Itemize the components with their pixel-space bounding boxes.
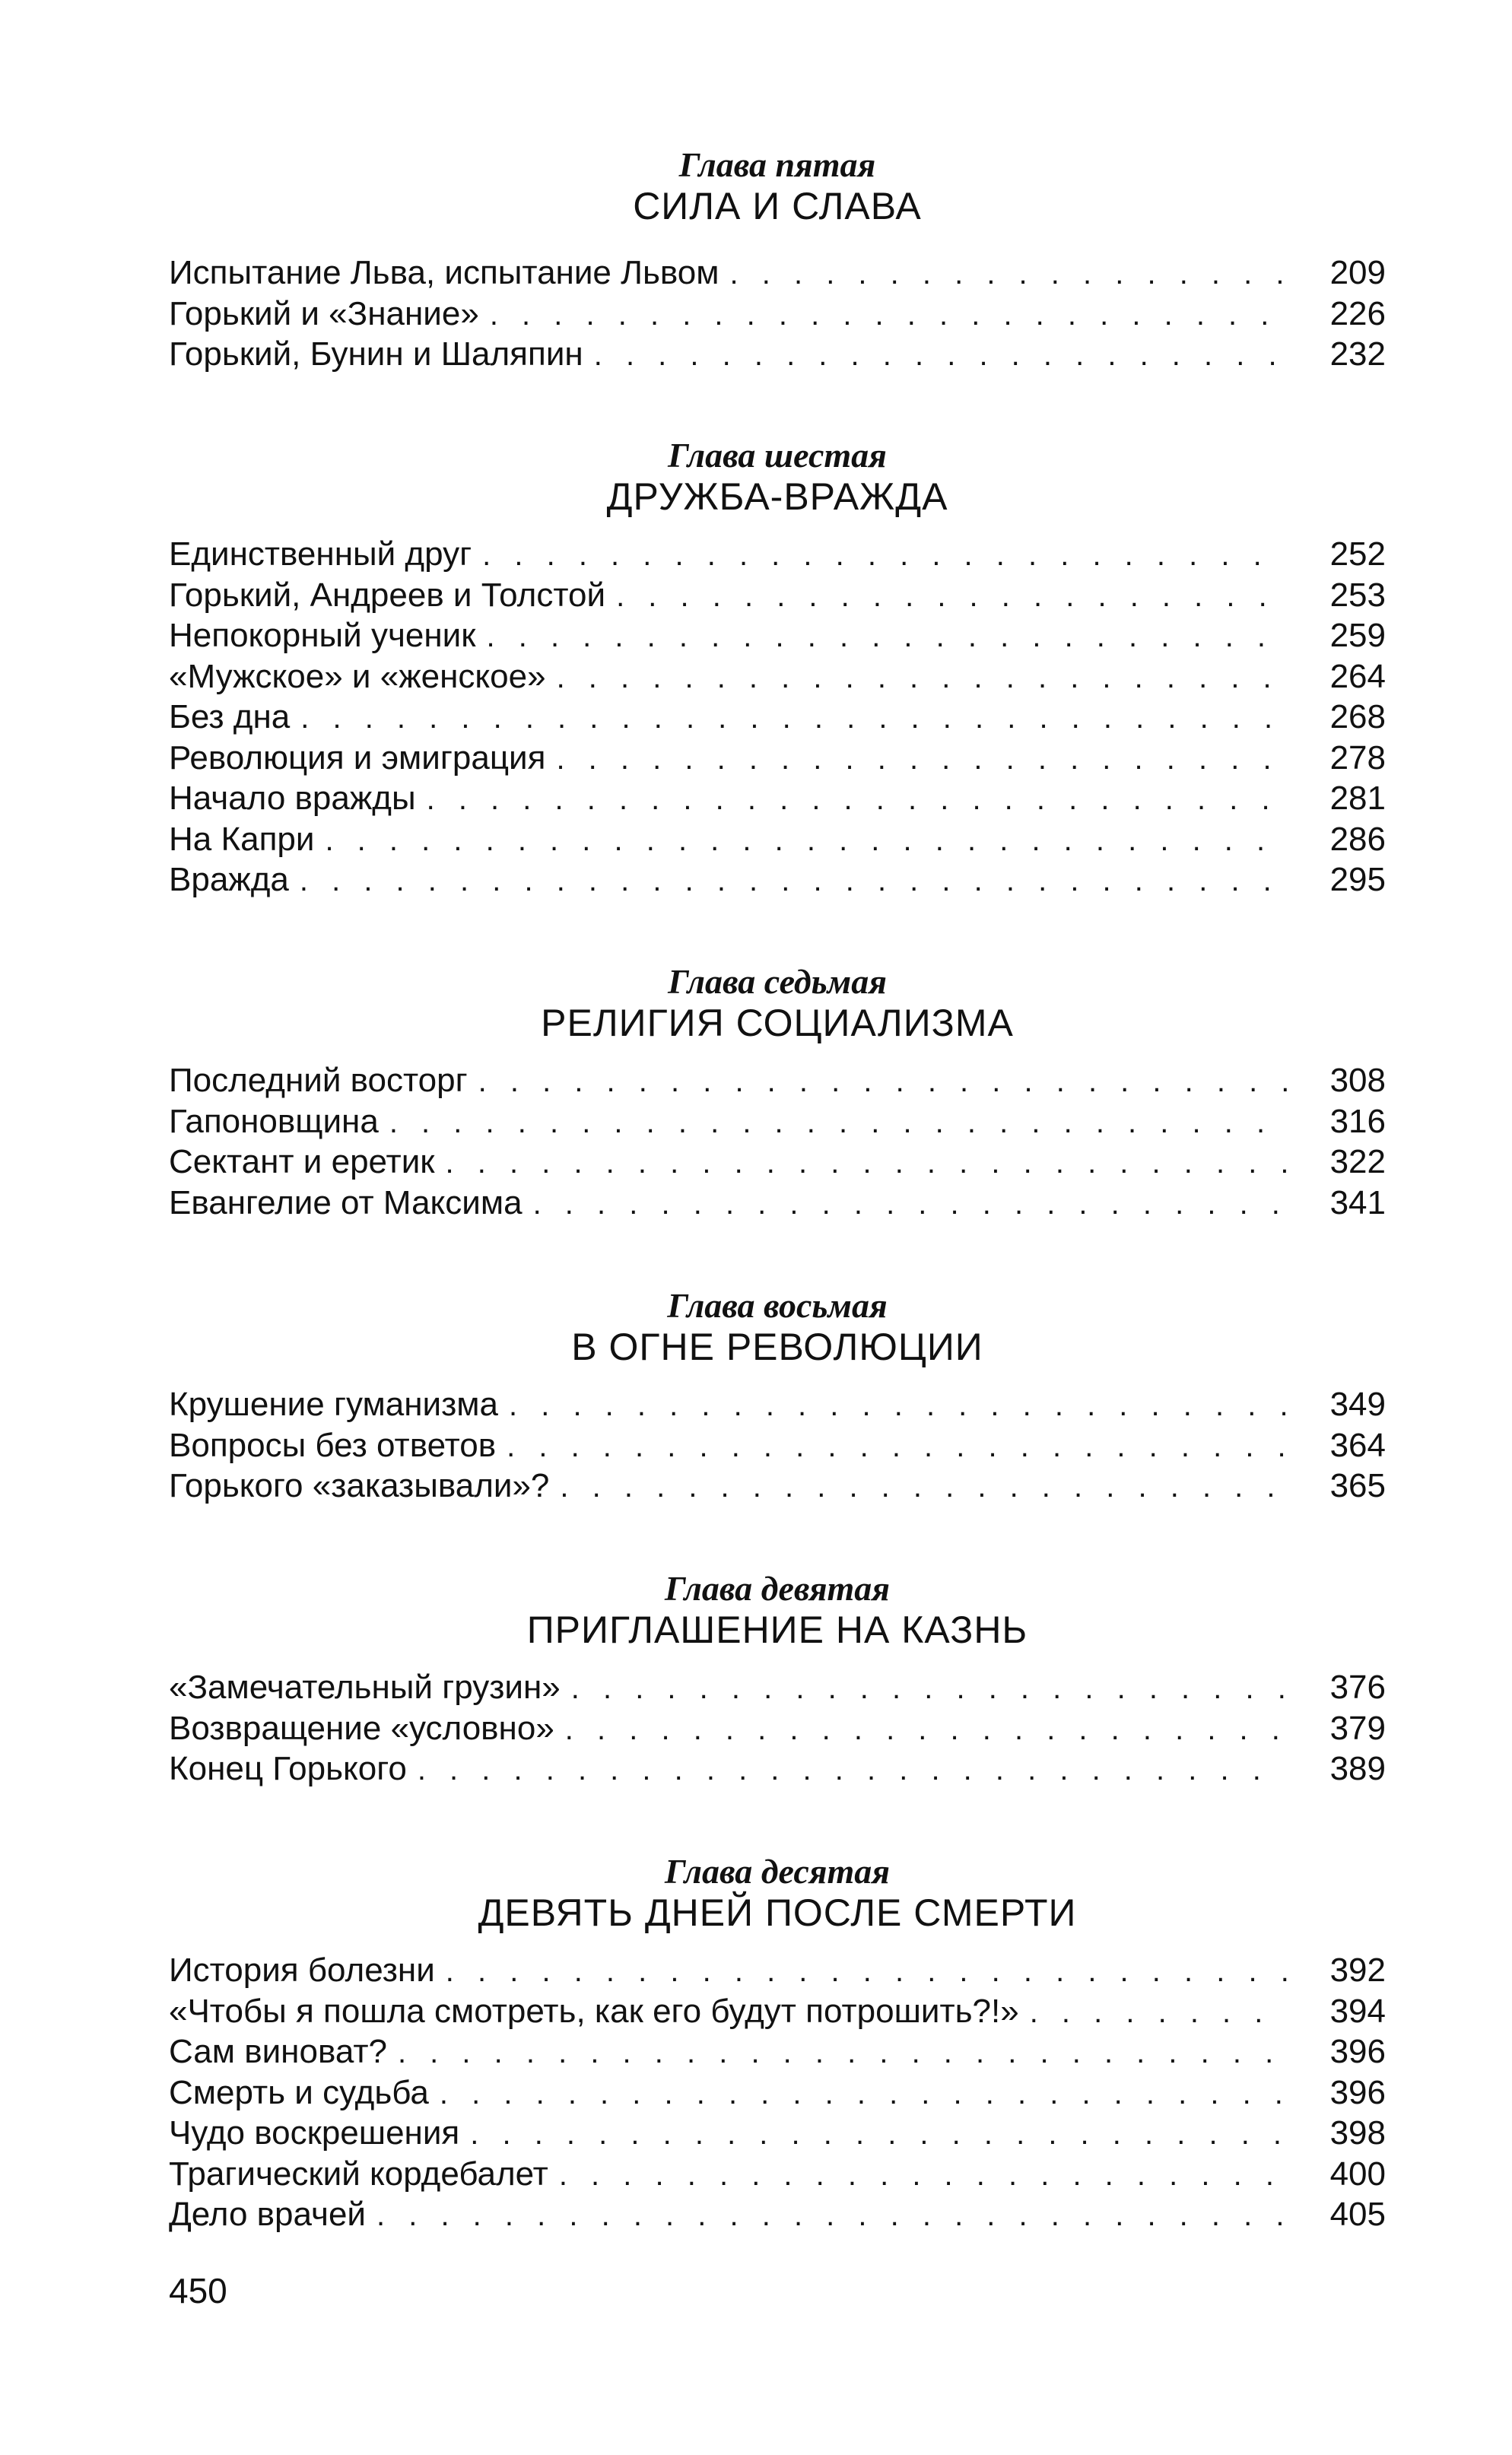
toc-entry xyxy=(169,575,1386,616)
leader-dots xyxy=(427,780,1287,821)
entry-title: Последний восторг xyxy=(169,1062,468,1099)
entry-list xyxy=(169,1060,1386,1223)
leader-dots xyxy=(730,254,1287,295)
toc-entry xyxy=(169,2031,1386,2072)
entry-page: 389 xyxy=(1329,1750,1386,1787)
toc-entry xyxy=(169,2113,1386,2154)
entry-title: Без дна xyxy=(169,698,291,735)
entry-title: Горький и «Знание» xyxy=(169,294,479,332)
chapter-section xyxy=(169,437,1386,519)
entry-page: 286 xyxy=(1329,820,1386,858)
entry-list xyxy=(169,1384,1386,1507)
toc-entry xyxy=(169,697,1386,738)
chapter-label: Глава шестая xyxy=(668,436,887,475)
toc-entry xyxy=(169,1466,1386,1507)
chapter-title: ДЕВЯТЬ ДНЕЙ ПОСЛЕ СМЕРТИ xyxy=(478,1891,1077,1934)
entry-title: «Замечательный грузин» xyxy=(169,1669,561,1706)
toc-entry xyxy=(169,534,1386,575)
entry-page: 394 xyxy=(1329,1992,1386,2030)
leader-dots xyxy=(478,1062,1287,1103)
entry-title: Возвращение «условно» xyxy=(169,1709,554,1747)
entry-page: 400 xyxy=(1329,2155,1386,2193)
leader-dots xyxy=(486,617,1287,658)
entry-title: Смерть и судьба xyxy=(169,2073,429,2111)
entry-page: 364 xyxy=(1329,1426,1386,1464)
entry-page: 376 xyxy=(1329,1669,1386,1706)
chapter-section xyxy=(169,1853,1386,1935)
leader-dots xyxy=(559,2155,1287,2196)
chapter-label: Глава девятая xyxy=(664,1569,891,1608)
chapter-label: Глава пятая xyxy=(678,145,876,184)
toc-entry xyxy=(169,2194,1386,2235)
entry-title: Революция и эмиграция xyxy=(169,738,546,777)
entry-title: Сам виноват? xyxy=(169,2033,387,2070)
leader-dots xyxy=(418,1750,1287,1791)
toc-entry xyxy=(169,2072,1386,2114)
entry-title: Вражда xyxy=(169,861,289,898)
entry-title: История болезни xyxy=(169,1952,435,1989)
chapter-section xyxy=(169,1287,1386,1369)
entry-title: Сектант и еретик xyxy=(169,1143,435,1180)
chapter-label: Глава седьмая xyxy=(668,962,887,1001)
entry-page: 281 xyxy=(1329,780,1386,817)
entry-page: 396 xyxy=(1329,2073,1386,2111)
entry-page: 278 xyxy=(1329,738,1386,777)
entry-page: 264 xyxy=(1329,657,1386,695)
entry-title: Крушение гуманизма xyxy=(169,1386,498,1423)
toc-entry xyxy=(169,615,1386,656)
toc-entry xyxy=(169,656,1386,697)
toc-entry xyxy=(169,778,1386,819)
leader-dots xyxy=(470,2114,1287,2155)
leader-dots xyxy=(376,2196,1287,2237)
toc-entry xyxy=(169,1667,1386,1708)
entry-title: Дело врачей xyxy=(169,2196,366,2233)
entry-list xyxy=(169,534,1386,900)
entry-page: 322 xyxy=(1329,1143,1386,1180)
chapter-title: В ОГНЕ РЕВОЛЮЦИИ xyxy=(571,1326,983,1368)
leader-dots xyxy=(446,1952,1287,1993)
leader-dots xyxy=(482,535,1287,576)
entry-page: 349 xyxy=(1329,1386,1386,1423)
entry-page: 268 xyxy=(1329,698,1386,735)
entry-page: 379 xyxy=(1329,1709,1386,1747)
chapter-title: СИЛА И СЛАВА xyxy=(633,185,922,227)
entry-title: «Мужское» и «женское» xyxy=(169,657,546,695)
entry-title: «Чтобы я пошла смотреть, как его будут потрошить?!» xyxy=(169,1992,1019,2030)
toc-entry xyxy=(169,1425,1386,1466)
entry-page: 396 xyxy=(1329,2033,1386,2070)
entry-page: 253 xyxy=(1329,576,1386,614)
leader-dots xyxy=(490,295,1287,336)
entry-page: 259 xyxy=(1329,617,1386,654)
toc-entry xyxy=(169,1708,1386,1749)
leader-dots xyxy=(300,861,1287,902)
chapter-section xyxy=(169,1570,1386,1652)
entry-title: Единственный друг xyxy=(169,535,472,573)
toc-entry xyxy=(169,1384,1386,1425)
leader-dots xyxy=(509,1386,1287,1427)
leader-dots xyxy=(300,698,1287,739)
entry-page: 209 xyxy=(1329,254,1386,291)
entry-title: Гапоновщина xyxy=(169,1102,379,1140)
toc-entry xyxy=(169,1060,1386,1101)
leader-dots xyxy=(507,1427,1287,1468)
entry-page: 365 xyxy=(1329,1467,1386,1504)
leader-dots xyxy=(1030,1993,1287,2034)
toc-entry xyxy=(169,1950,1386,1991)
entry-page: 392 xyxy=(1329,1952,1386,1989)
leader-dots xyxy=(446,1143,1287,1184)
entry-title: Горький, Бунин и Шаляпин xyxy=(169,335,583,373)
leader-dots xyxy=(594,335,1287,376)
leader-dots xyxy=(557,658,1287,699)
toc-entry xyxy=(169,334,1386,375)
entry-page: 308 xyxy=(1329,1062,1386,1099)
toc-entry xyxy=(169,819,1386,860)
page-number: 450 xyxy=(169,2271,227,2310)
leader-dots xyxy=(560,1467,1287,1508)
entry-title: Горького «заказывали»? xyxy=(169,1467,550,1504)
entry-page: 226 xyxy=(1329,294,1386,332)
leader-dots xyxy=(616,576,1287,618)
entry-list xyxy=(169,252,1386,375)
entry-title: Конец Горького xyxy=(169,1750,407,1787)
toc-entry xyxy=(169,294,1386,335)
toc-entry xyxy=(169,859,1386,900)
entry-title: На Капри xyxy=(169,820,315,858)
entry-page: 341 xyxy=(1329,1183,1386,1221)
leader-dots xyxy=(565,1710,1287,1751)
toc-entry xyxy=(169,1183,1386,1224)
toc-entry xyxy=(169,252,1386,294)
entry-title: Чудо воскрешения xyxy=(169,2114,460,2152)
entry-page: 405 xyxy=(1329,2196,1386,2233)
entry-title: Начало вражды xyxy=(169,780,416,817)
entry-page: 232 xyxy=(1329,335,1386,373)
entry-title: Горький, Андреев и Толстой xyxy=(169,576,606,614)
chapter-label: Глава восьмая xyxy=(667,1286,888,1325)
chapter-title: ДРУЖБА-ВРАЖДА xyxy=(606,475,948,518)
chapter-label: Глава десятая xyxy=(665,1852,890,1891)
chapter-title: РЕЛИГИЯ СОЦИАЛИЗМА xyxy=(541,1002,1014,1044)
entry-page: 316 xyxy=(1329,1102,1386,1140)
toc-entry xyxy=(169,738,1386,779)
leader-dots xyxy=(325,821,1287,862)
entry-title: Вопросы без ответов xyxy=(169,1426,497,1464)
toc-entry xyxy=(169,1101,1386,1142)
entry-title: Испытание Льва, испытание Львом xyxy=(169,254,719,291)
leader-dots xyxy=(571,1669,1287,1710)
chapter-section xyxy=(169,963,1386,1045)
toc-entry xyxy=(169,1991,1386,2032)
leader-dots xyxy=(533,1184,1287,1225)
leader-dots xyxy=(389,1103,1287,1144)
entry-title: Евангелие от Максима xyxy=(169,1183,523,1221)
leader-dots xyxy=(398,2033,1287,2074)
toc-entry xyxy=(169,1748,1386,1790)
entry-page: 252 xyxy=(1329,535,1386,573)
toc-entry xyxy=(169,1142,1386,1183)
leader-dots xyxy=(556,739,1287,780)
entry-page: 295 xyxy=(1329,861,1386,898)
entry-page: 398 xyxy=(1329,2114,1386,2152)
toc-entry xyxy=(169,2154,1386,2195)
entry-list xyxy=(169,1667,1386,1790)
chapter-section xyxy=(169,146,1386,228)
entry-title: Трагический кордебалет xyxy=(169,2155,548,2193)
leader-dots xyxy=(440,2074,1287,2115)
chapter-title: ПРИГЛАШЕНИЕ НА КАЗНЬ xyxy=(526,1609,1028,1651)
entry-title: Непокорный ученик xyxy=(169,617,476,654)
entry-list xyxy=(169,1950,1386,2235)
